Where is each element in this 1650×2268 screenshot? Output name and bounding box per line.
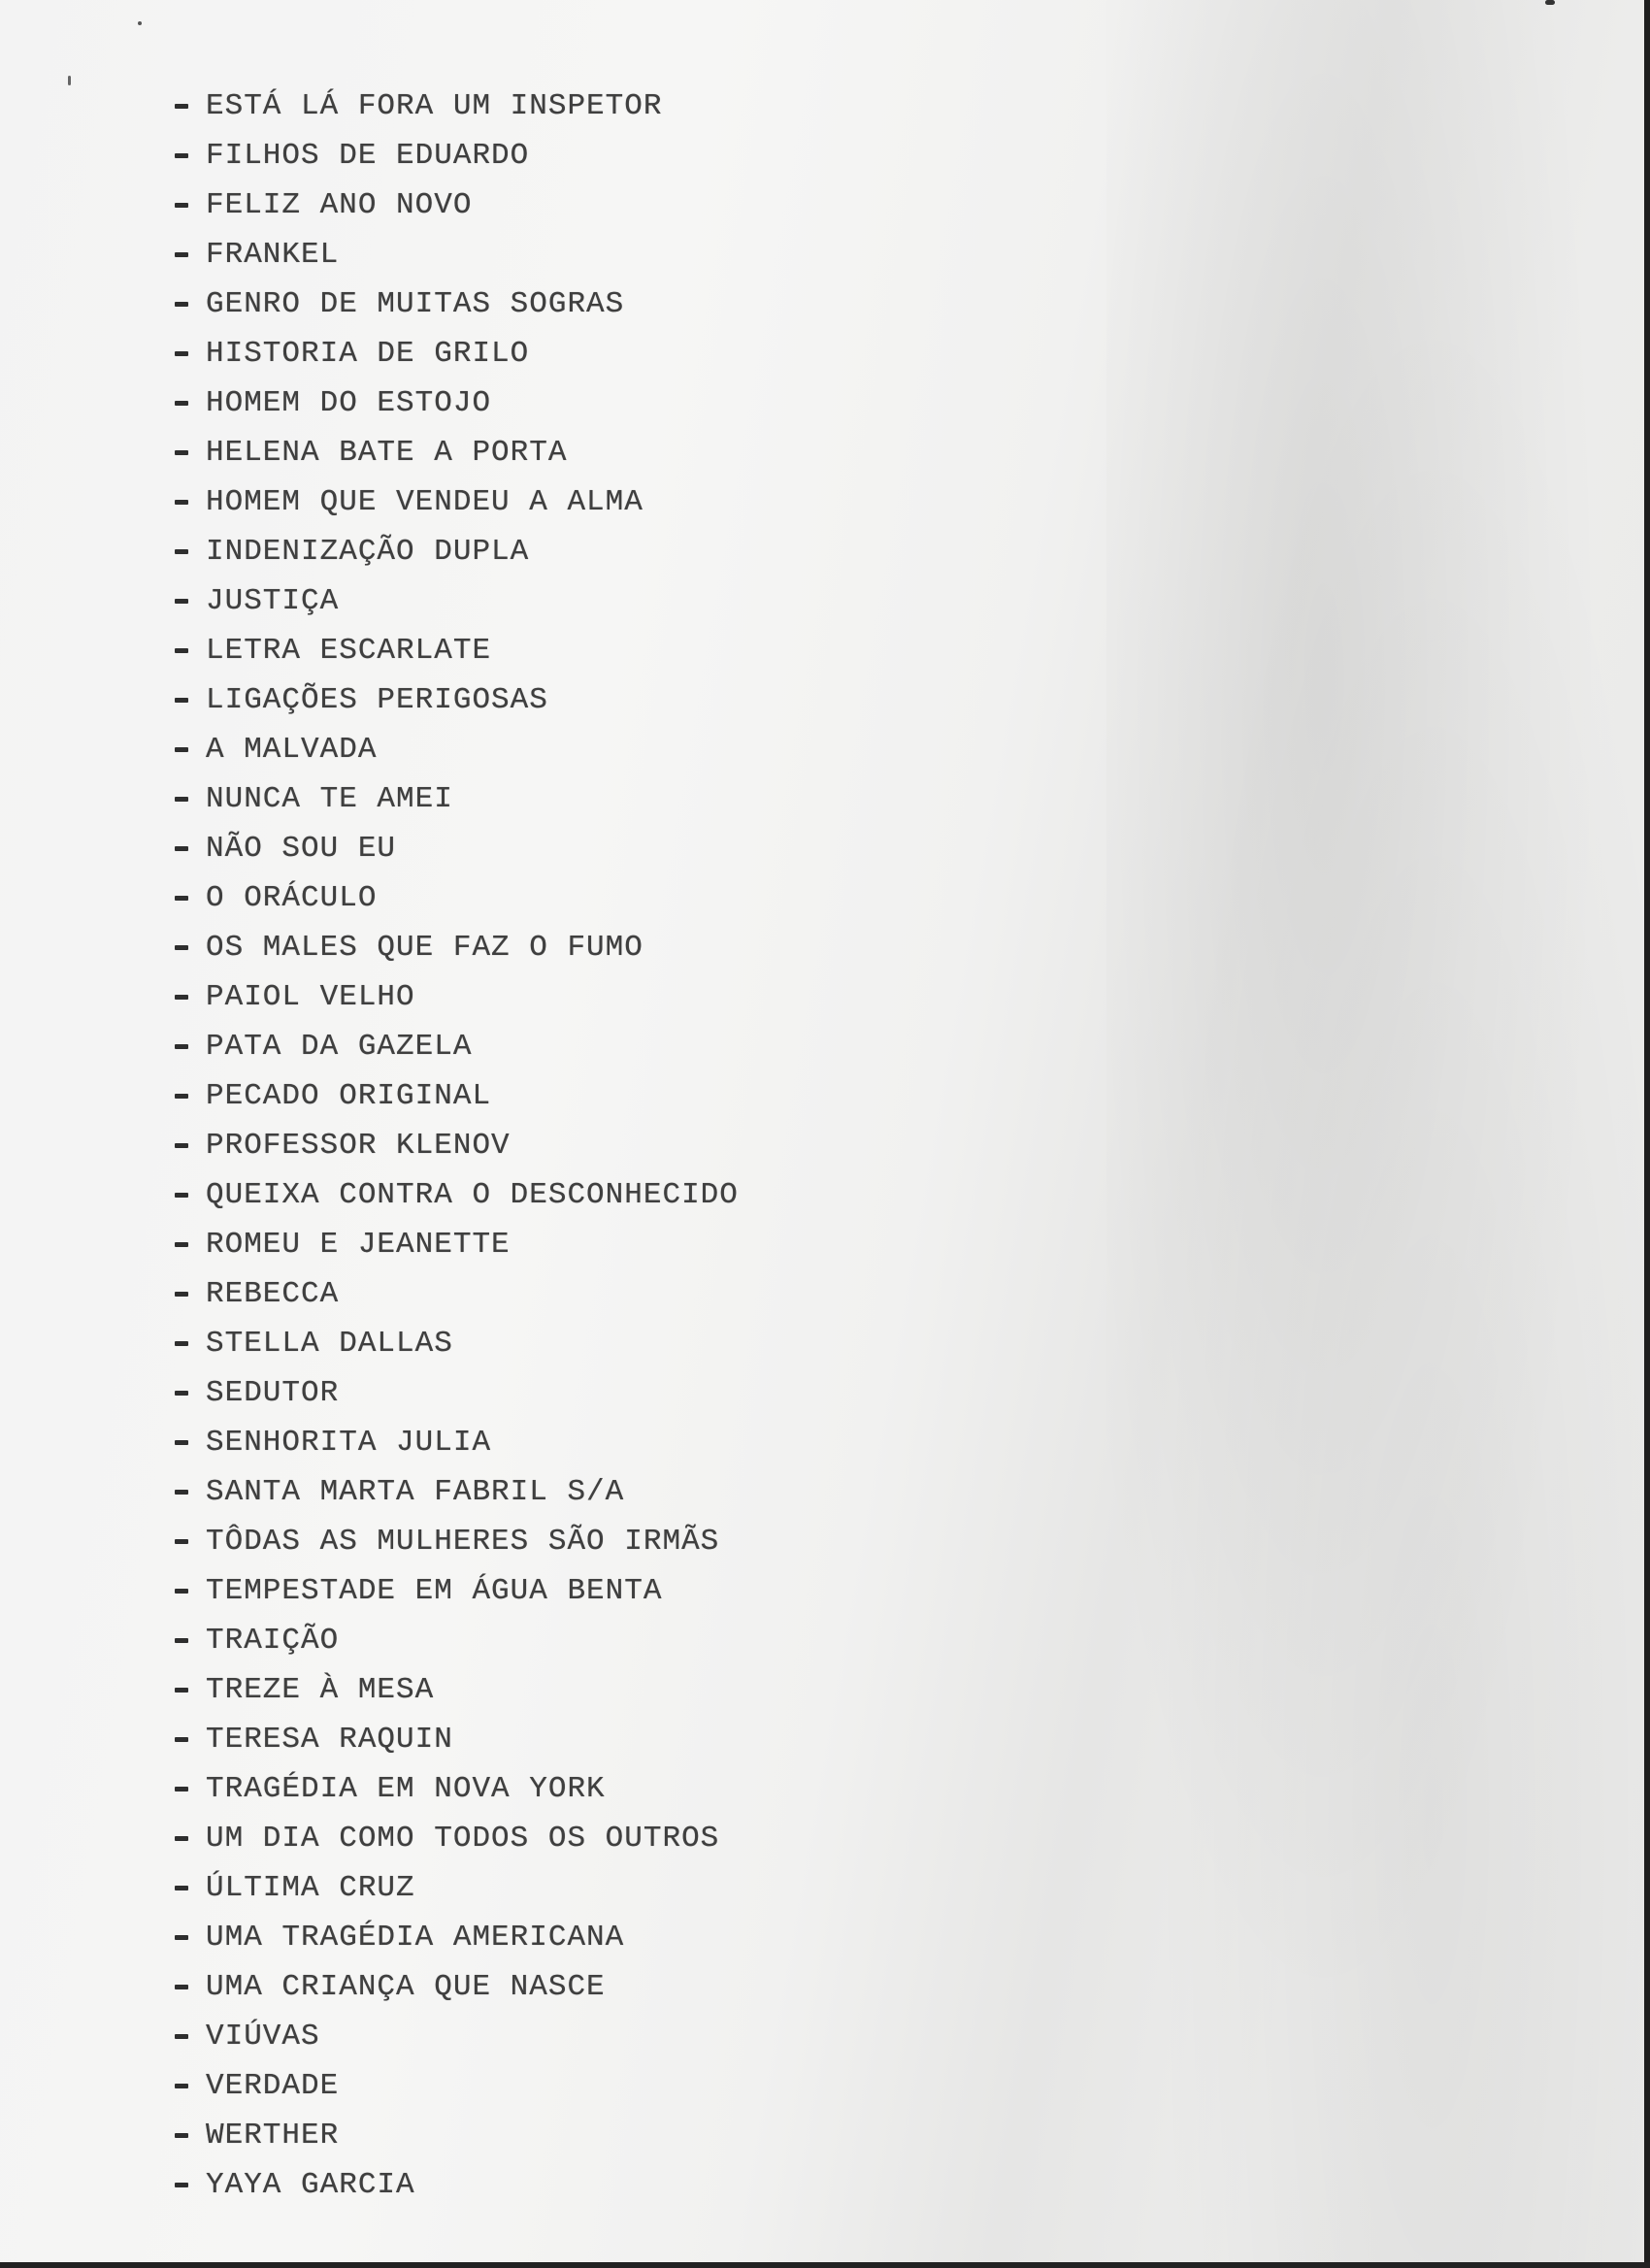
- title-text: VIÚVAS: [206, 2020, 320, 2054]
- dash-bullet: [175, 698, 188, 703]
- title-text: VERDADE: [206, 2069, 340, 2103]
- dash-bullet: [175, 153, 188, 158]
- title-text: QUEIXA CONTRA O DESCONHECIDO: [206, 1178, 739, 1212]
- dash-bullet: [175, 1638, 188, 1643]
- paper-shadow: [1106, 0, 1650, 2268]
- dash-bullet: [175, 1143, 188, 1148]
- title-text: TÔDAS AS MULHERES SÃO IRMÃS: [206, 1525, 720, 1559]
- list-item: [175, 774, 739, 824]
- dash-bullet: [175, 351, 188, 356]
- list-item: [175, 428, 739, 477]
- list-item: [175, 1269, 739, 1319]
- list-item: [175, 1566, 739, 1616]
- list-item: [175, 2012, 739, 2061]
- list-item: [175, 2061, 739, 2111]
- dash-bullet: [175, 2133, 188, 2138]
- dash-bullet: [175, 995, 188, 1000]
- list-item: [175, 1220, 739, 1269]
- dash-bullet: [175, 599, 188, 604]
- paper-speck: [68, 76, 71, 85]
- dash-bullet: [175, 1292, 188, 1297]
- title-text: LIGAÇÕES PERIGOSAS: [206, 683, 548, 717]
- list-item: [175, 527, 739, 576]
- list-item: [175, 873, 739, 923]
- list-item: [175, 1715, 739, 1764]
- list-item: [175, 1170, 739, 1220]
- list-item: [175, 230, 739, 279]
- dash-bullet: [175, 2183, 188, 2187]
- list-item: [175, 972, 739, 1022]
- dash-bullet: [175, 2034, 188, 2039]
- dash-bullet: [175, 1836, 188, 1841]
- list-item: [175, 1022, 739, 1071]
- dash-bullet: [175, 1589, 188, 1594]
- paper-speck: [1545, 0, 1555, 5]
- list-item: [175, 1814, 739, 1863]
- title-text: UMA CRIANÇA QUE NASCE: [206, 1970, 606, 2004]
- dash-bullet: [175, 1044, 188, 1049]
- title-text: LETRA ESCARLATE: [206, 634, 492, 668]
- title-text: SEDUTOR: [206, 1376, 340, 1410]
- title-text: UM DIA COMO TODOS OS OUTROS: [206, 1822, 720, 1856]
- list-item: [175, 378, 739, 428]
- title-text: TRAIÇÃO: [206, 1624, 340, 1658]
- title-text: NUNCA TE AMEI: [206, 782, 453, 816]
- title-text: HOMEM QUE VENDEU A ALMA: [206, 485, 644, 519]
- title-text: TRAGÉDIA EM NOVA YORK: [206, 1772, 606, 1806]
- list-item: [175, 279, 739, 329]
- title-text: ROMEU E JEANETTE: [206, 1228, 511, 1262]
- title-text: PROFESSOR KLENOV: [206, 1129, 511, 1163]
- title-text: TREZE À MESA: [206, 1673, 435, 1707]
- scan-edge-bottom: [0, 2262, 1650, 2268]
- title-text: FRANKEL: [206, 238, 340, 272]
- title-text: NÃO SOU EU: [206, 832, 397, 866]
- dash-bullet: [175, 648, 188, 653]
- title-text: SANTA MARTA FABRIL S/A: [206, 1475, 625, 1509]
- dash-bullet: [175, 500, 188, 505]
- list-item: [175, 675, 739, 725]
- title-text: PECADO ORIGINAL: [206, 1079, 492, 1113]
- title-text: A MALVADA: [206, 733, 378, 767]
- dash-bullet: [175, 1094, 188, 1099]
- title-text: HOMEM DO ESTOJO: [206, 386, 492, 420]
- title-text: PAIOL VELHO: [206, 980, 415, 1014]
- dash-bullet: [175, 104, 188, 109]
- title-text: O ORÁCULO: [206, 881, 378, 915]
- dash-bullet: [175, 1539, 188, 1544]
- list-item: [175, 1863, 739, 1913]
- list-item: [175, 725, 739, 774]
- dash-bullet: [175, 1688, 188, 1693]
- dash-bullet: [175, 1935, 188, 1940]
- list-item: [175, 329, 739, 378]
- list-item: [175, 1121, 739, 1170]
- list-item: [175, 824, 739, 873]
- list-item: [175, 477, 739, 527]
- list-item: [175, 2111, 739, 2160]
- dash-bullet: [175, 252, 188, 257]
- title-text: HISTORIA DE GRILO: [206, 337, 530, 371]
- dash-bullet: [175, 1787, 188, 1791]
- list-item: [175, 181, 739, 230]
- list-item: [175, 131, 739, 181]
- list-item: [175, 1962, 739, 2012]
- list-item: [175, 1764, 739, 1814]
- list-item: [175, 1517, 739, 1566]
- dash-bullet: [175, 2084, 188, 2088]
- dash-bullet: [175, 846, 188, 851]
- paper-speck: [138, 21, 142, 25]
- list-item: [175, 82, 739, 131]
- dash-bullet: [175, 1341, 188, 1346]
- title-text: GENRO DE MUITAS SOGRAS: [206, 287, 625, 321]
- title-text: TERESA RAQUIN: [206, 1723, 453, 1757]
- scan-edge-right: [1644, 0, 1650, 2268]
- title-text: ÚLTIMA CRUZ: [206, 1871, 415, 1905]
- dash-bullet: [175, 1985, 188, 1989]
- dash-bullet: [175, 1886, 188, 1890]
- dash-bullet: [175, 1440, 188, 1445]
- list-item: [175, 1418, 739, 1467]
- title-text: HELENA BATE A PORTA: [206, 436, 568, 470]
- dash-bullet: [175, 1737, 188, 1742]
- title-text: STELLA DALLAS: [206, 1327, 453, 1361]
- dash-bullet: [175, 1490, 188, 1495]
- dash-bullet: [175, 896, 188, 901]
- list-item: [175, 1913, 739, 1962]
- list-item: [175, 1071, 739, 1121]
- dash-bullet: [175, 747, 188, 752]
- list-item: [175, 626, 739, 675]
- list-item: [175, 2160, 739, 2210]
- title-text: WERTHER: [206, 2119, 340, 2153]
- title-text: OS MALES QUE FAZ O FUMO: [206, 931, 644, 965]
- title-text: REBECCA: [206, 1277, 340, 1311]
- title-text: SENHORITA JULIA: [206, 1426, 492, 1460]
- dash-bullet: [175, 945, 188, 950]
- title-text: TEMPESTADE EM ÁGUA BENTA: [206, 1574, 663, 1608]
- title-text: YAYA GARCIA: [206, 2168, 415, 2202]
- list-item: [175, 1368, 739, 1418]
- dash-bullet: [175, 302, 188, 307]
- title-list: [175, 82, 739, 2210]
- title-text: PATA DA GAZELA: [206, 1030, 473, 1064]
- title-text: FILHOS DE EDUARDO: [206, 139, 530, 173]
- dash-bullet: [175, 401, 188, 406]
- dash-bullet: [175, 1391, 188, 1396]
- title-text: INDENIZAÇÃO DUPLA: [206, 535, 530, 569]
- title-text: UMA TRAGÉDIA AMERICANA: [206, 1921, 625, 1955]
- dash-bullet: [175, 203, 188, 208]
- list-item: [175, 923, 739, 972]
- list-item: [175, 1665, 739, 1715]
- title-text: ESTÁ LÁ FORA UM INSPETOR: [206, 89, 663, 123]
- list-item: [175, 1467, 739, 1517]
- dash-bullet: [175, 450, 188, 455]
- dash-bullet: [175, 1193, 188, 1198]
- title-text: JUSTIÇA: [206, 584, 340, 618]
- dash-bullet: [175, 549, 188, 554]
- list-item: [175, 576, 739, 626]
- dash-bullet: [175, 797, 188, 802]
- title-text: FELIZ ANO NOVO: [206, 188, 473, 222]
- dash-bullet: [175, 1242, 188, 1247]
- list-item: [175, 1616, 739, 1665]
- list-item: [175, 1319, 739, 1368]
